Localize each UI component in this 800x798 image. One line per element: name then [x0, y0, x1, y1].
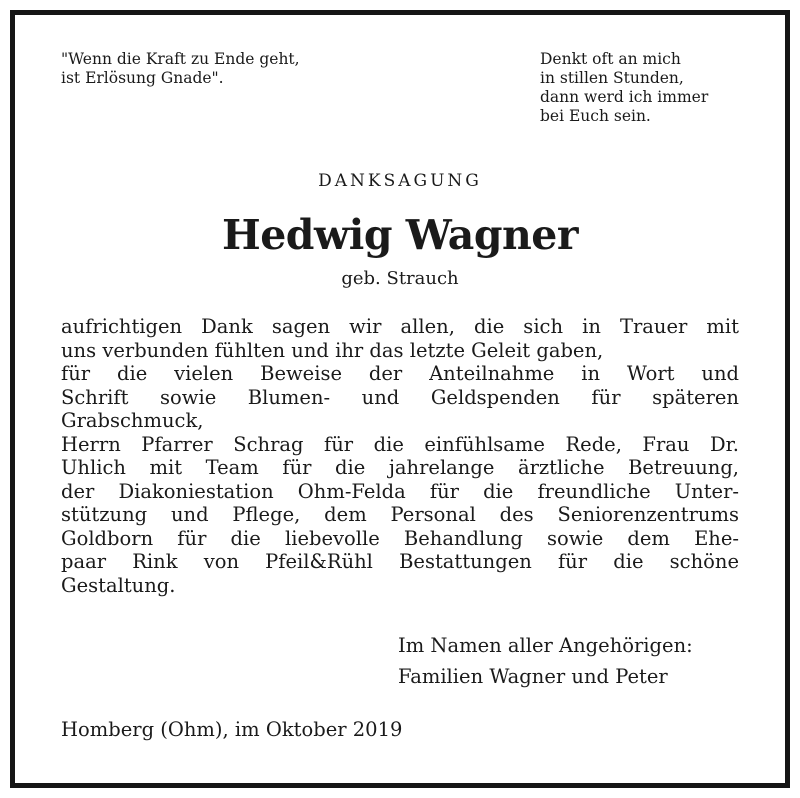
body-line: Uhlich mit Team für die jahrelange ärztliche Betreuung,: [61, 456, 739, 479]
signature-line: Familien Wagner und Peter: [398, 665, 668, 688]
body-line: paar Rink von Pfeil&Rühl Bestattungen für die schöne: [61, 550, 739, 573]
quote-right-line: bei Euch sein.: [540, 107, 651, 125]
body-line: Schrift sowie Blumen- und Geldspenden für späteren: [61, 385, 739, 409]
quote-left-line: "Wenn die Kraft zu Ende geht,: [61, 50, 300, 68]
signature-line: Im Namen aller Angehörigen:: [398, 634, 693, 657]
quote-left-line: ist Erlösung Gnade".: [61, 69, 224, 87]
quote-right-line: in stillen Stunden,: [540, 69, 684, 87]
thank-you-text: [61, 315, 739, 597]
quote-right-line: dann werd ich immer: [540, 88, 709, 106]
body-line: stützung und Pflege, dem Personal des Seniorenzentrums: [61, 503, 739, 526]
deceased-name: Hedwig Wagner: [221, 211, 578, 259]
body-line: für die vielen Beweise der Anteilnahme in Wort und: [61, 362, 739, 385]
body-line: Herrn Pfarrer Schrag für die einfühlsame Rede, Frau Dr.: [61, 432, 739, 456]
quote-right: [540, 50, 708, 126]
body-line: Grabschmuck,: [61, 409, 204, 432]
quote-left: [61, 50, 300, 88]
body-line: der Diakoniestation Ohm-Felda für die freundliche Unter-: [61, 479, 739, 503]
notice-heading: DANKSAGUNG: [318, 171, 482, 191]
maiden-name: geb. Strauch: [341, 268, 459, 289]
signature-block: [398, 630, 693, 692]
quote-right-line: Denkt oft an mich: [540, 50, 681, 68]
body-line: Gestaltung.: [61, 573, 176, 597]
place-date: Homberg (Ohm), im Oktober 2019: [61, 718, 403, 741]
body-line: aufrichtigen Dank sagen wir allen, die sich in Trauer mit: [61, 315, 739, 338]
body-line: uns verbunden fühlten und ihr das letzte Geleit gaben,: [61, 338, 604, 362]
body-line: Goldborn für die liebevolle Behandlung sowie dem Ehe-: [61, 526, 739, 550]
